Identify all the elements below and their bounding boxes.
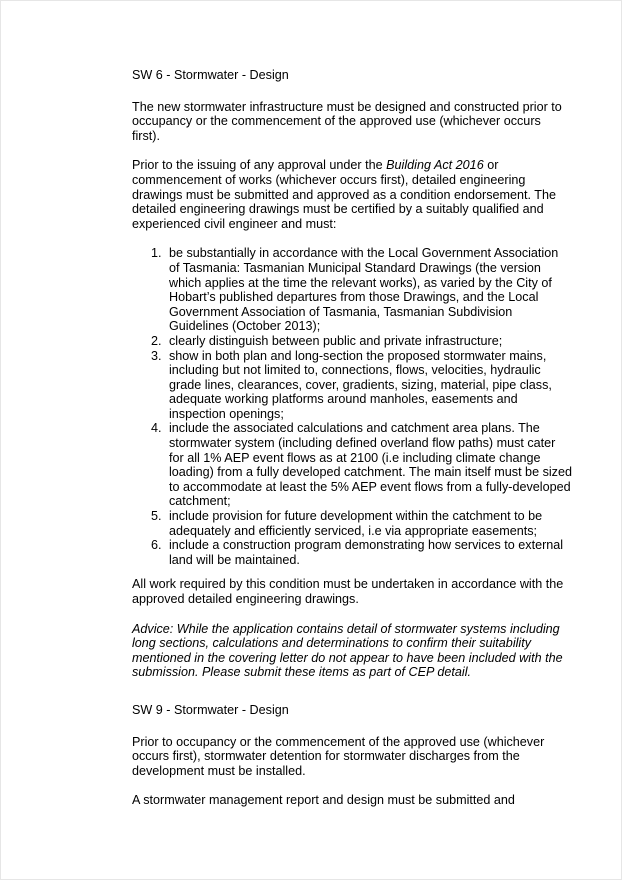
sw6-paragraph-1: The new stormwater infrastructure must be designed and constructed prior to occupancy or the commencement of the approved use (whichever occurs first). (132, 99, 562, 143)
list-item-text: be substantially in accordance with the Local Government Association of Tasmania: Tasmanian Municipal Standard Drawings (the version which applies at the time the relevant works), as varied by the City of Hobart’s published departures from those Drawings, and the Local Government Association of Tasmania, Tasmanian Subdivision Guidelines (October 2013); (169, 246, 559, 334)
list-item-number: 2. (151, 333, 162, 348)
list-item (132, 509, 572, 538)
list-item-text: show in both plan and long-section the proposed stormwater mains, including but not limited to, connections, flows, velocities, hydraulic grade lines, clearances, cover, gradients, sizing, material, pipe class, adequate working platforms around manholes, easements and inspection openings; (169, 348, 552, 421)
list-item-number: 3. (151, 348, 162, 363)
list-item-text: include a construction program demonstrating how services to external land will be maintained. (169, 538, 564, 567)
list-item (132, 538, 572, 567)
sw6-paragraph-2-before: Prior to the issuing of any approval under the (132, 158, 387, 173)
sw6-paragraph-2-after: or commencement of works (whichever occurs first), detailed engineering drawings must be submitted and approved as a condition endorsement. The detailed engineering drawings must be certified by a suitably qualified and experienced civil engineer and must: (132, 158, 557, 231)
requirements-list (132, 246, 572, 567)
list-item-text: include the associated calculations and catchment area plans. The stormwater system (including defined overland flow paths) must cater for all 1% AEP event flows as at 2100 (i.e including climate change loading) from a fully developed catchment. The main itself must be sized to accommodate at least the 5% AEP event flows from a fully-developed catchment; (169, 421, 572, 509)
sw6-paragraph-3: All work required by this condition must be undertaken in accordance with the approved detailed engineering drawings. (132, 577, 564, 606)
list-item (132, 246, 572, 334)
list-item (132, 421, 572, 509)
condition-heading-sw9: SW 9 - Stormwater - Design (132, 702, 289, 717)
list-item-number: 6. (151, 538, 162, 553)
condition-heading-sw6: SW 6 - Stormwater - Design (132, 68, 289, 82)
list-item-text: include provision for future development within the catchment to be adequately and efficiently serviced, i.e via appropriate easements; (169, 509, 543, 538)
list-item-number: 1. (151, 246, 162, 261)
list-item (132, 349, 572, 422)
sw6-paragraph-2 (132, 158, 572, 231)
list-item (132, 334, 572, 349)
list-item-number: 5. (151, 509, 162, 524)
sw6-advice: Advice: While the application contains detail of stormwater systems including long sections, calculations and determinations to confirm their suitability mentioned in the covering letter do not appear to have been included with the submission. Please submit these items as part of CEP detail. (132, 621, 563, 680)
sw9-paragraph-1: Prior to occupancy or the commencement of the approved use (whichever occurs first), stormwater detention for stormwater discharges from the development must be installed. (132, 734, 545, 778)
list-item-number: 4. (151, 421, 162, 436)
list-item-text: clearly distinguish between public and private infrastructure; (169, 333, 503, 348)
page-content (132, 68, 572, 823)
sw9-paragraph-2: A stormwater management report and design must be submitted and (132, 793, 515, 808)
building-act-reference: Building Act 2016 (386, 158, 484, 173)
